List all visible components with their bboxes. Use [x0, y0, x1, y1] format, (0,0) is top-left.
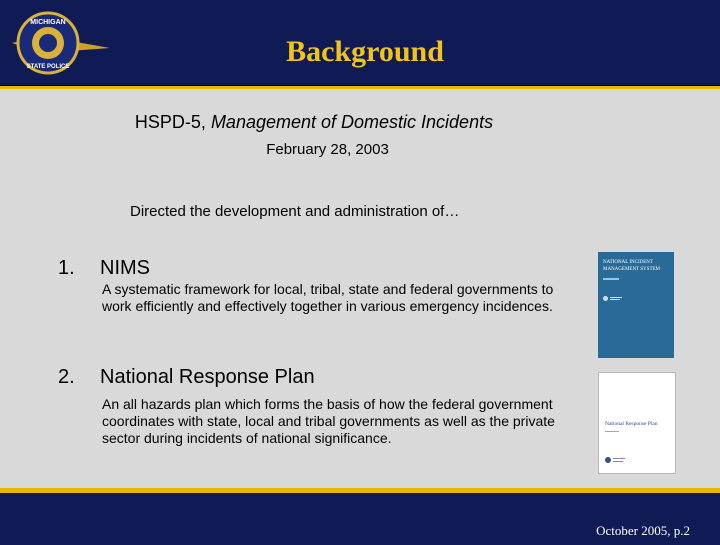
svg-text:STATE POLICE: STATE POLICE [26, 64, 70, 70]
nims-cover-rule [603, 278, 619, 280]
item-number-1: 1. [58, 257, 75, 279]
footer-date-page: October 2005, p.2 [596, 523, 690, 538]
item-description-nims: A systematic framework for local, tribal, state and federal governments to work efficiently and effectively together in various emergency incidences. [102, 281, 554, 314]
item-description-nrp: An all hazards plan which forms the basis of how the federal government coordinates with state, local and tribal governments as well as the private sector during incidents of national significance. [102, 396, 555, 446]
nims-cover-seal-text [610, 299, 620, 300]
nims-cover-image [598, 252, 674, 358]
nrp-cover-image [598, 372, 676, 474]
document-title [0, 112, 628, 133]
svg-text:MICHIGAN: MICHIGAN [30, 19, 66, 26]
intro-text: Directed the development and administration of… [130, 203, 460, 220]
page-title: Background [286, 35, 444, 68]
document-date: February 28, 2003 [266, 141, 389, 158]
nrp-cover-seal [605, 457, 611, 463]
nrp-cover-seal-text [613, 458, 625, 459]
item-title-nrp: National Response Plan [100, 366, 315, 388]
nrp-cover-seal-text [613, 461, 623, 462]
item-number-2: 2. [58, 366, 75, 388]
nims-cover-seal [603, 296, 608, 301]
nims-cover-title-line-2: MANAGEMENT SYSTEM [603, 267, 660, 272]
nims-cover-title [603, 259, 660, 273]
nrp-cover-rule [605, 431, 619, 432]
document-title-prefix: HSPD-5, [134, 112, 211, 132]
nrp-cover-title: National Response Plan [605, 421, 658, 427]
nims-cover-title-line-1: NATIONAL INCIDENT [603, 260, 653, 265]
item-title-nims: NIMS [100, 257, 150, 279]
document-title-italic: Management of Domestic Incidents [210, 112, 494, 132]
header-bar [0, 0, 720, 89]
nims-cover-seal-text [610, 297, 622, 298]
footer-bar [0, 488, 720, 545]
